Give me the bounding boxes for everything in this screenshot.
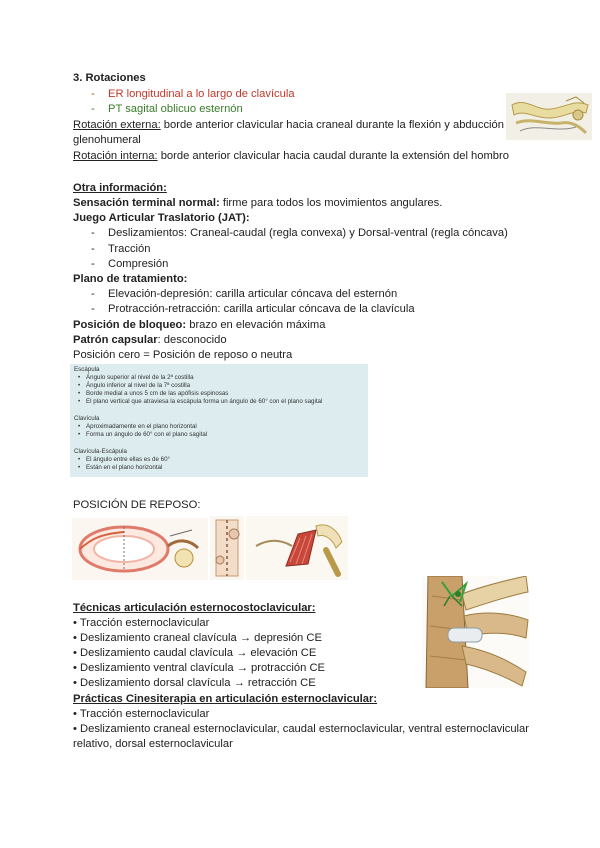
spine-detail-image [210,516,244,580]
box-text: Ángulo superior al nivel de la 2ª costilla [86,374,194,381]
jat-marker: - [91,227,95,239]
posicion-cero-line: Posición cero = Posición de reposo o neutra [73,349,293,361]
clavicula-heading: Clavícula [74,415,100,422]
bullet-marker: - [91,88,95,100]
patron-capsular-label: Patrón capsular [73,334,158,346]
tecnicas-heading: Técnicas articulación esternocostoclavicular: [73,602,316,614]
box-text: Borde medial a unos 5 cm de las apófisis espinosas [86,390,229,397]
thorax-cross-section-image [72,518,208,580]
sensacion-terminal-label: Sensación terminal normal: [73,197,220,209]
box-text: Aproximadamente en el plano horizontal [86,423,197,430]
box-marker: • [78,456,81,463]
practicas-heading: Prácticas Cinesiterapia en articulación esternoclavicular: [73,693,378,705]
box-marker: • [78,423,81,430]
plano-marker: - [91,288,95,300]
plano-marker: - [91,303,95,315]
posicion-bloqueo-line [73,318,325,333]
plano-tratamiento-heading: Plano de tratamiento: [73,273,188,285]
box-text: Ángulo inferior al nivel de la 7ª costilla [86,382,191,389]
rotacion-externa-cont: glenohumeral [73,134,141,146]
practica-item: • Deslizamiento craneal esternoclavicular, caudal esternoclavicular, ventral esternoclavicular [73,723,529,735]
rotacion-externa-line [73,118,504,133]
clavicula-escapula-heading: Clavícula-Escápula [74,448,127,455]
posicion-reposo-heading: POSICIÓN DE REPOSO: [73,499,201,511]
plano-text: Protracción-retracción: carilla articular cóncava de la clavícula [108,303,415,315]
bullet-text: ER longitudinal a lo largo de clavícula [108,88,295,100]
jat-marker: - [91,258,95,270]
otra-informacion-heading: Otra información: [73,182,167,194]
tecnica-item: • Deslizamiento ventral clavícula → protracción CE [73,662,326,674]
jat-marker: - [91,243,95,255]
rotacion-externa-text: borde anterior clavicular hacia craneal durante la flexión y abducción [160,119,504,131]
box-text: Están en el plano horizontal [86,464,163,471]
sternoclavicular-joint-image [422,576,529,688]
box-marker: • [78,382,81,389]
rotacion-interna-line [73,149,509,164]
sensacion-terminal-line [73,196,442,211]
box-marker: • [78,390,81,397]
box-marker: • [78,464,81,471]
tecnica-item: • Deslizamiento caudal clavícula → elevación CE [73,647,317,659]
patron-capsular-line [73,333,227,348]
rotacion-interna-label: Rotación interna: [73,150,158,162]
posicion-bloqueo-text: brazo en elevación máxima [186,319,326,331]
jat-text: Deslizamientos: Craneal-caudal (regla convexa) y Dorsal-ventral (regla cóncava) [108,227,508,239]
box-text: El ángulo entre ellas es de 60° [86,456,170,463]
bullet-text: PT sagital oblicuo esternón [108,103,243,115]
escapula-heading: Escápula [74,366,100,373]
bullet-marker: - [91,103,95,115]
practica-item: relativo, dorsal esternoclavicular [73,738,233,750]
box-marker: • [78,374,81,381]
jat-text: Tracción [108,243,151,255]
practica-item: • Tracción esternoclavicular [73,708,210,720]
box-marker: • [78,431,81,438]
box-marker: • [78,398,81,405]
clavicle-bone-image [506,93,592,140]
tecnica-item: • Tracción esternoclavicular [73,617,210,629]
tecnica-item: • Deslizamiento craneal clavícula → depresión CE [73,632,322,644]
box-text: Forma un ángulo de 60° con el plano sagital [86,431,208,438]
patron-capsular-text: : desconocido [157,334,227,346]
rotacion-externa-label: Rotación externa: [73,119,161,131]
rotaciones-heading: 3. Rotaciones [73,72,146,84]
sensacion-terminal-text: firme para todos los movimientos angulares. [219,197,443,209]
shoulder-muscle-image [246,516,348,580]
plano-text: Elevación-depresión: carilla articular cóncava del esternón [108,288,398,300]
tecnica-item: • Deslizamiento dorsal clavícula → retracción CE [73,677,316,689]
info-box [70,364,368,477]
jat-text: Compresión [108,258,169,270]
jat-heading: Juego Articular Traslatorio (JAT): [73,212,250,224]
box-text: El plano vertical que atraviesa la escápula forma un ángulo de 60° con el plano sagital [86,398,323,405]
posicion-bloqueo-label: Posición de bloqueo: [73,319,187,331]
rotacion-interna-text: borde anterior clavicular hacia caudal durante la extensión del hombro [157,150,509,162]
